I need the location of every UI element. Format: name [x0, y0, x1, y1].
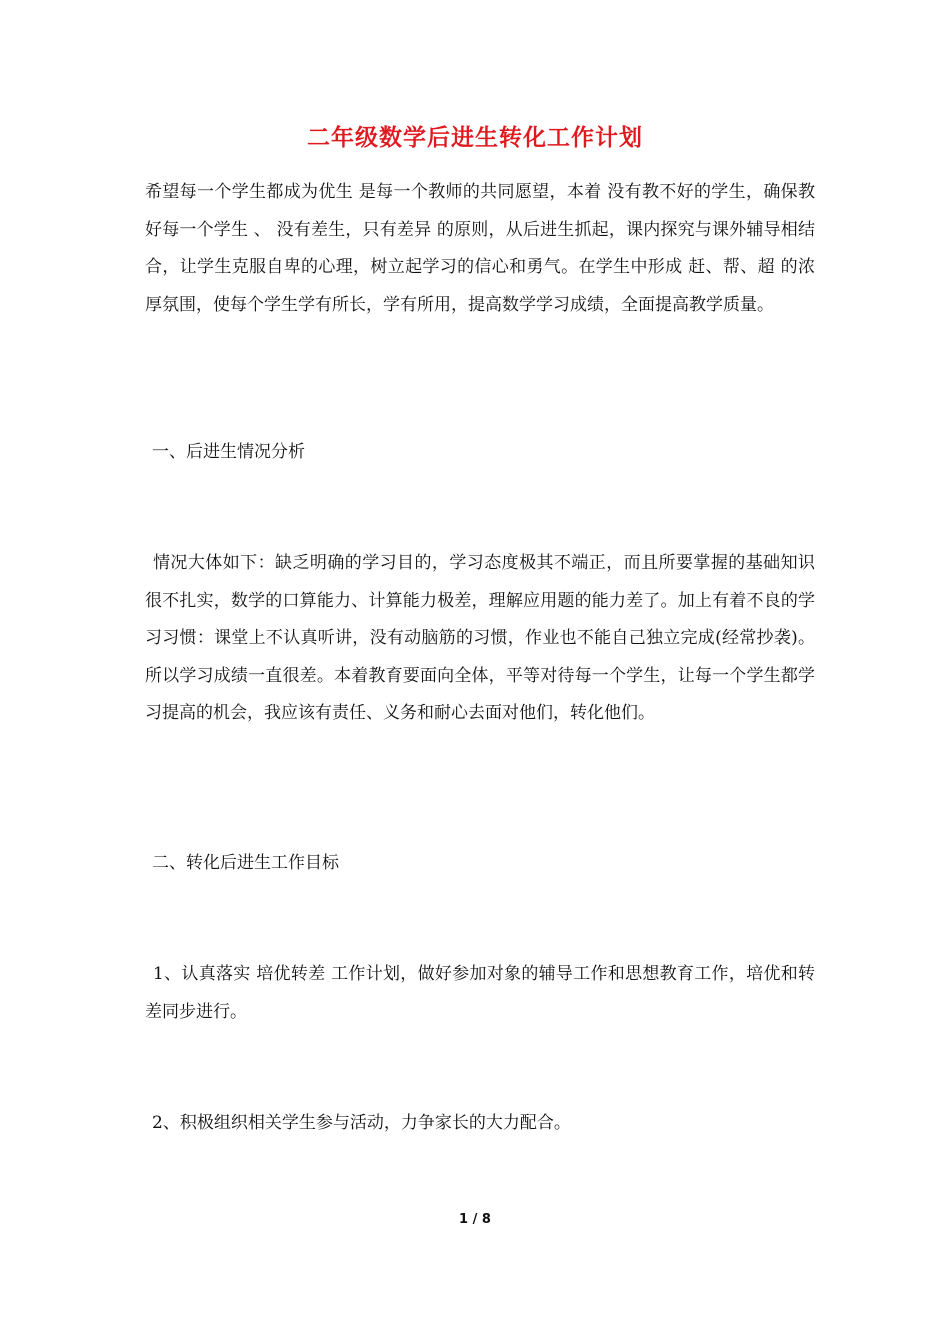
- document-title: 二年级数学后进生转化工作计划: [307, 124, 643, 151]
- intro-paragraph: 希望每一个学生都成为优生 是每一个教师的共同愿望，本着 没有教不好的学生，确保教好每一个学生 、 没有差生，只有差异 的原则，从后进生抓起，课内探究与课外辅导相结合，让学生克服自卑的心理，树立起学习的信心和勇气。在学生中形成 赶、帮、超 的浓厚氛围，使每个学生学有所长，学有所用，提高数学学习成绩，全面提高教学质量。: [145, 182, 815, 315]
- goal-item-1: 1、认真落实 培优转差 工作计划，做好参加对象的辅导工作和思想教育工作，培优和转差同步进行。: [145, 964, 815, 1022]
- analysis-paragraph: 情况大体如下：缺乏明确的学习目的，学习态度极其不端正，而且所要掌握的基础知识很不扎实，数学的口算能力、计算能力极差，理解应用题的能力差了。加上有着不良的学习习惯：课堂上不认真听讲，没有动脑筋的习惯，作业也不能自己独立完成(经常抄袭)。所以学习成绩一直很差。本着教育要面向全体，平等对待每一个学生，让每一个学生都学习提高的机会，我应该有责任、义务和耐心去面对他们，转化他们。: [145, 553, 815, 723]
- page-number: 1 / 8: [459, 1212, 491, 1227]
- section-heading-goals: 二、转化后进生工作目标: [152, 853, 339, 873]
- goal-item-2: 2、积极组织相关学生参与活动，力争家长的大力配合。: [152, 1113, 571, 1133]
- section-heading-analysis: 一、后进生情况分析: [152, 442, 305, 462]
